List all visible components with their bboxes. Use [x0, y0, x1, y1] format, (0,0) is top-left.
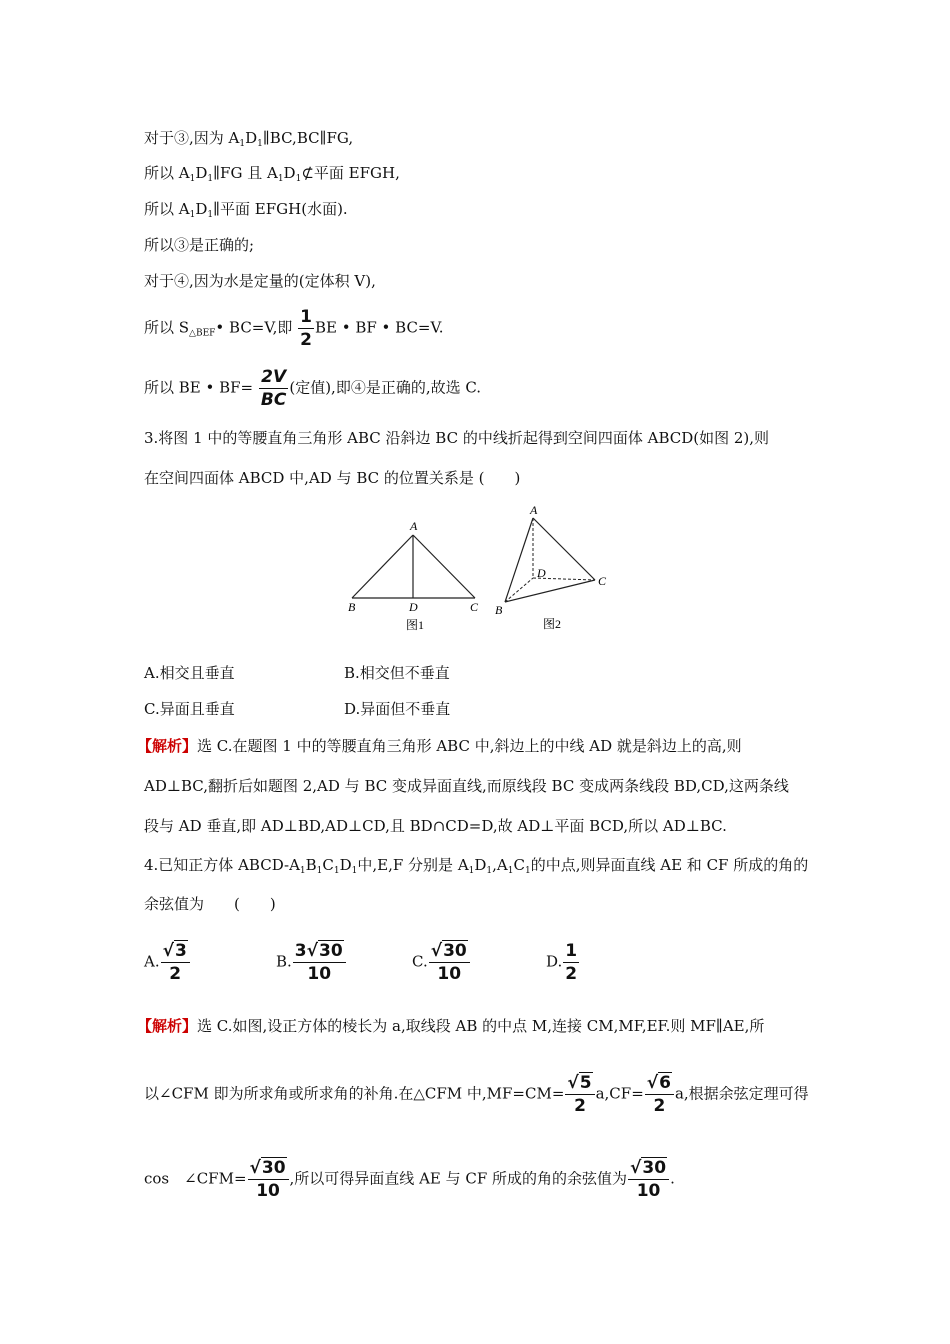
fraction: $\frac{√30}{10}$	[429, 940, 470, 985]
fraction: $\frac{√5}{2}$	[565, 1072, 594, 1117]
text-line: 对于③,因为 $A_1D_1\parallel BC,BC\parallel FG$,	[144, 129, 354, 149]
text-line: 所以 $A_1D_1\parallel$平面 EFGH(水面).	[144, 200, 348, 220]
q3-option-b[interactable]: B.相交但不垂直	[344, 664, 450, 682]
q4-solution-line: cos ∠CFM= $\frac{√30}{10}$ ,所以可得异面直线 AE 与 CF 所成的角的余弦值为 $\frac{√30}{10}$ .	[144, 1158, 675, 1201]
fraction: $\frac{2V}{BC}$	[260, 367, 287, 410]
q3-solution-line: 【解析】选 C.在题图 1 中的等腰直角三角形 ABC 中,斜边上的中线 AD 就是斜边上的高,则	[137, 737, 742, 755]
q4-option-c[interactable]: C. $\frac{√30}{10}$	[412, 940, 471, 985]
fig2-edge-ab	[505, 518, 533, 602]
fraction: $\frac{√6}{2}$	[645, 1072, 674, 1117]
q3-solution-line: AD⊥BC,翻折后如题图 2,AD 与 BC 变成异面直线,而原线段 BC 变成两条线段 BD,CD,这两条线	[144, 777, 789, 795]
question-4-line: 余弦值为 ( )	[144, 895, 276, 913]
fig2-label-b: B	[495, 603, 503, 617]
q4-option-b[interactable]: B. $\frac{3√30}{10}$	[276, 940, 347, 985]
figure-1	[340, 515, 490, 635]
q3-option-d[interactable]: D.异面但不垂直	[344, 700, 451, 718]
fig1-label-d: D	[409, 600, 418, 614]
fig2-label-c: C	[598, 574, 607, 588]
fig1-label-b: B	[348, 600, 356, 614]
text-line-fraction: 所以 BE • BF= $\frac{2V}{BC}$ (定值),即④是正确的,故选 C.	[144, 367, 482, 410]
q4-solution-line: 【解析】选 C.如图,设正方体的棱长为 a,取线段 AB 的中点 M,连接 CM,MF,EF.则 MF∥AE,所	[137, 1017, 765, 1035]
fig2-label-a: A	[530, 503, 538, 517]
fraction: $\frac{√30}{10}$	[628, 1157, 669, 1202]
fraction: $\frac{1}{2}$	[300, 307, 312, 350]
solution-tag: 【解析】	[137, 737, 198, 755]
text-line: 所以 $A_1D_1\parallel FG$ 且 $A_1D_1⊄$平面 EFGH,	[144, 164, 400, 184]
fig1-edge-ac	[413, 535, 475, 598]
question-4-line: 4.已知正方体 ABCD-$A_1B_1C_1D_1$中,E,F 分别是 $A_1D_1,A_1C_1$的中点,则异面直线 AE 和 CF 所成的角的	[144, 856, 809, 876]
fraction: $\frac{√3}{2}$	[161, 940, 190, 985]
fraction: $\frac{3√30}{10}$	[293, 940, 346, 985]
q3-option-a[interactable]: A.相交且垂直	[144, 664, 235, 682]
figure-2	[490, 500, 620, 635]
q4-solution-line: 以∠CFM 即为所求角或所求角的补角.在△CFM 中,MF=CM= $\frac{√5}{2}$ a,CF= $\frac{√6}{2}$ a,根据余弦定理可得	[144, 1073, 809, 1116]
fig1-label-a: A	[410, 519, 418, 533]
fraction: $\frac{√30}{10}$	[248, 1157, 289, 1202]
q4-option-a[interactable]: A. $\frac{√3}{2}$	[144, 940, 191, 985]
fraction: $\frac{1}{2}$	[565, 941, 578, 984]
fig1-caption: 图1	[406, 618, 425, 632]
question-3-line: 3.将图 1 中的等腰直角三角形 ABC 沿斜边 BC 的中线折起得到空间四面体 ABCD(如图 2),则	[144, 429, 770, 447]
fig2-caption: 图2	[543, 617, 562, 631]
fig1-edge-ab	[352, 535, 413, 598]
q3-solution-line: 段与 AD 垂直,即 AD⊥BD,AD⊥CD,且 BD∩CD=D,故 AD⊥平面 BCD,所以 AD⊥BC.	[144, 817, 727, 835]
text-line: 对于④,因为水是定量的(定体积 V),	[144, 272, 376, 290]
q3-option-c[interactable]: C.异面且垂直	[144, 700, 235, 718]
question-3-line: 在空间四面体 ABCD 中,AD 与 BC 的位置关系是 ( )	[144, 469, 521, 487]
fig1-label-c: C	[470, 600, 479, 614]
solution-tag: 【解析】	[137, 1017, 198, 1035]
text-line-fraction: 所以 $S_{\triangle BEF}•$ BC=V,即 $\frac{1}{2}$ BE • BF • BC=V.	[144, 307, 444, 350]
fig2-label-d: D	[537, 566, 546, 580]
q4-option-d[interactable]: D. $\frac{1}{2}$	[546, 941, 578, 984]
text-line: 所以③是正确的;	[144, 236, 255, 254]
